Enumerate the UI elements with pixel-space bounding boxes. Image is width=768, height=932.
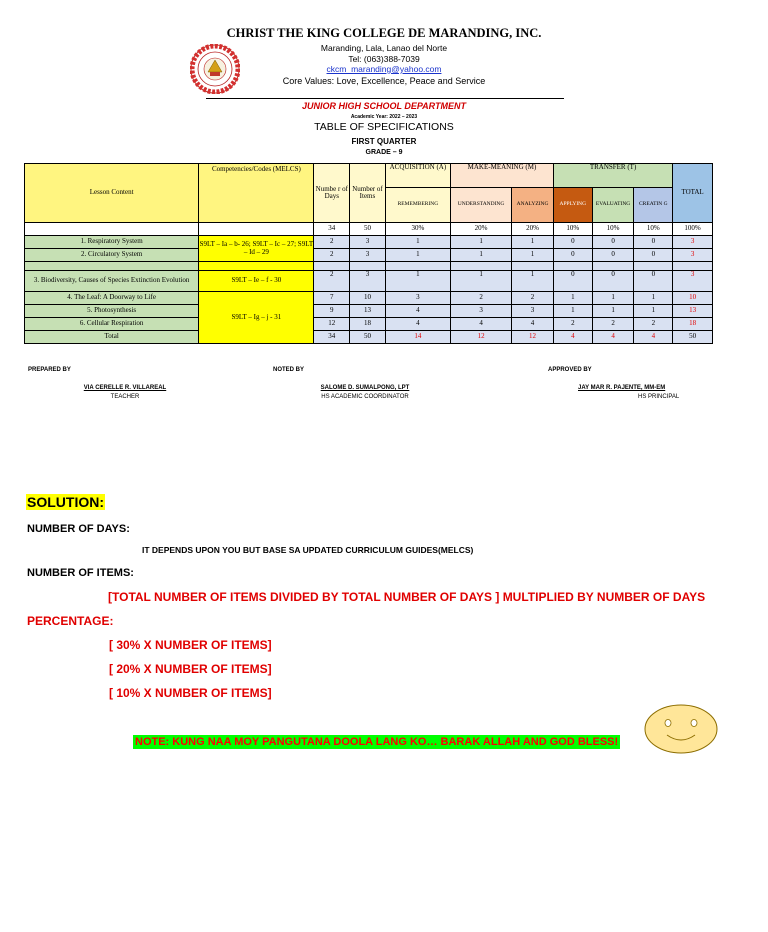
applying-cell: 0	[553, 249, 592, 262]
understanding-cell: 4	[451, 318, 512, 331]
specifications-table	[24, 163, 713, 344]
analyzing-cell: 1	[512, 236, 554, 249]
analyzing-cell: 2	[512, 292, 554, 305]
items-cell: 3	[350, 249, 386, 262]
table-row	[25, 236, 713, 249]
understanding-cell: 2	[451, 292, 512, 305]
analyzing-cell: 1	[512, 271, 554, 292]
summary-understanding: 20%	[451, 223, 512, 236]
table-row	[25, 292, 713, 305]
creating-cell: 1	[634, 292, 673, 305]
table-total-row	[25, 331, 713, 344]
days-cell: 2	[314, 249, 350, 262]
header-lesson-content: Lesson Content	[25, 164, 199, 223]
remembering-cell: 1	[385, 271, 450, 292]
solution-heading: SOLUTION:	[27, 494, 104, 510]
header-analyzing: ANALYZING	[512, 188, 554, 223]
creating-cell: 1	[634, 305, 673, 318]
closing-note: NOTE: KUNG NAA MOY PANGUTANA DOOLA LANG KO… BARAK ALLAH AND GOD BLESS!	[135, 736, 619, 748]
table-row	[25, 249, 713, 262]
total-creating-cell: 4	[634, 331, 673, 344]
header-make-meaning: MAKE-MEANING (M)	[451, 164, 554, 188]
remembering-cell: 1	[385, 249, 450, 262]
row-total-cell: 10	[673, 292, 713, 305]
evaluating-cell: 1	[592, 305, 634, 318]
days-cell: 7	[314, 292, 350, 305]
school-telephone: Tel: (063)388-7039	[348, 54, 420, 64]
items-cell: 18	[350, 318, 386, 331]
summary-blank	[199, 223, 314, 236]
understanding-cell: 1	[451, 249, 512, 262]
creating-cell: 0	[634, 249, 673, 262]
document-title: TABLE OF SPECIFICATIONS	[314, 121, 454, 133]
understanding-cell: 1	[451, 236, 512, 249]
evaluating-cell: 0	[592, 271, 634, 292]
applying-cell: 1	[553, 292, 592, 305]
applying-cell: 0	[553, 236, 592, 249]
row-total-cell: 3	[673, 271, 713, 292]
grand-total-cell: 50	[673, 331, 713, 344]
total-analyzing-cell: 12	[512, 331, 554, 344]
days-label: NUMBER OF DAYS:	[27, 523, 130, 535]
items-cell: 3	[350, 236, 386, 249]
lesson-cell: 1. Respiratory System	[25, 236, 199, 249]
header-creating: CREATIN G	[634, 188, 673, 223]
summary-total: 100%	[673, 223, 713, 236]
days-cell: 2	[314, 271, 350, 292]
approved-by-title: HS PRINCIPAL	[638, 394, 680, 400]
header-transfer: TRANSFER (T)	[553, 164, 672, 188]
items-formula: [TOTAL NUMBER OF ITEMS DIVIDED BY TOTAL NUMBER OF DAYS ] MULTIPLIED BY NUMBER OF DAYS	[108, 590, 706, 604]
approved-by-label: APPROVED BY	[548, 367, 592, 373]
evaluating-cell: 0	[592, 249, 634, 262]
header-understanding: UNDERSTANDING	[451, 188, 512, 223]
applying-cell: 2	[553, 318, 592, 331]
grade-label: GRADE – 9	[365, 149, 403, 156]
evaluating-cell: 0	[592, 236, 634, 249]
header-number-of-items: Number of Items	[350, 164, 386, 223]
academic-year: Academic Year: 2022 – 2023	[350, 114, 418, 120]
row-total-cell: 3	[673, 236, 713, 249]
noted-by-name: SALOME D. SUMALPONG, LPT	[320, 385, 410, 391]
applying-cell: 0	[553, 271, 592, 292]
lesson-cell: 4. The Leaf: A Doorway to Life	[25, 292, 199, 305]
evaluating-cell: 1	[592, 292, 634, 305]
summary-blank	[25, 223, 199, 236]
prepared-by-name: VIA CERELLE R. VILLAREAL	[83, 385, 167, 391]
total-remembering-cell: 14	[385, 331, 450, 344]
summary-remembering: 30%	[385, 223, 450, 236]
items-label: NUMBER OF ITEMS:	[27, 567, 134, 579]
row-total-cell: 3	[673, 249, 713, 262]
quarter-label: FIRST QUARTER	[351, 137, 417, 146]
total-applying-cell: 4	[553, 331, 592, 344]
days-cell: 2	[314, 236, 350, 249]
analyzing-cell: 4	[512, 318, 554, 331]
department-name: JUNIOR HIGH SCHOOL DEPARTMENT	[301, 101, 466, 111]
days-cell: 12	[314, 318, 350, 331]
total-understanding-cell: 12	[451, 331, 512, 344]
remembering-cell: 4	[385, 305, 450, 318]
remembering-cell: 4	[385, 318, 450, 331]
summary-evaluating: 10%	[592, 223, 634, 236]
applying-cell: 1	[553, 305, 592, 318]
competency-cell: S9LT – Ia – b- 26; S9LT – Ic – 27; S9LT – Id – 29	[199, 236, 314, 262]
percentage-10: [ 10% X NUMBER OF ITEMS]	[109, 686, 272, 700]
smiley-face-icon	[643, 703, 719, 755]
noted-by-label: NOTED BY	[273, 367, 305, 373]
remembering-cell: 3	[385, 292, 450, 305]
row-total-cell: 18	[673, 318, 713, 331]
percentage-label: PERCENTAGE:	[27, 614, 114, 628]
remembering-cell: 1	[385, 236, 450, 249]
lesson-cell: 6. Cellular Respiration	[25, 318, 199, 331]
header-total: TOTAL	[673, 164, 713, 223]
table-spacer-row	[25, 262, 713, 271]
days-explanation: IT DEPENDS UPON YOU BUT BASE SA UPDATED CURRICULUM GUIDES(MELCS)	[142, 545, 474, 555]
understanding-cell: 3	[451, 305, 512, 318]
summary-days: 34	[314, 223, 350, 236]
noted-by-title: HS ACADEMIC COORDINATOR	[321, 394, 409, 400]
lesson-cell: 3. Biodiversity, Causes of Species Extinction Evolution	[25, 271, 199, 292]
table-row	[25, 305, 713, 318]
creating-cell: 0	[634, 236, 673, 249]
lesson-cell: 5. Photosynthesis	[25, 305, 199, 318]
analyzing-cell: 3	[512, 305, 554, 318]
summary-analyzing: 20%	[512, 223, 554, 236]
items-cell: 10	[350, 292, 386, 305]
evaluating-cell: 2	[592, 318, 634, 331]
understanding-cell: 1	[451, 271, 512, 292]
items-cell: 3	[350, 271, 386, 292]
summary-creating: 10%	[634, 223, 673, 236]
lesson-cell: 2. Circulatory System	[25, 249, 199, 262]
competency-cell: S9LT – Ie – f - 30	[199, 271, 314, 292]
table-row	[25, 271, 713, 292]
total-label-cell: Total	[25, 331, 199, 344]
summary-items: 50	[350, 223, 386, 236]
row-total-cell: 13	[673, 305, 713, 318]
days-cell: 9	[314, 305, 350, 318]
header-competencies: Competencies/Codes (MELCS)	[199, 164, 314, 223]
school-address: Maranding, Lala, Lanao del Norte	[320, 43, 448, 53]
competency-cell: S9LT – Ig – j - 31	[199, 292, 314, 344]
core-values: Core Values: Love, Excellence, Peace and Service	[282, 76, 486, 86]
prepared-by-title: TEACHER	[110, 394, 140, 400]
analyzing-cell: 1	[512, 249, 554, 262]
header-divider	[206, 98, 564, 99]
total-days-cell: 34	[314, 331, 350, 344]
creating-cell: 2	[634, 318, 673, 331]
percentage-20: [ 20% X NUMBER OF ITEMS]	[109, 662, 272, 676]
total-evaluating-cell: 4	[592, 331, 634, 344]
table-row	[25, 318, 713, 331]
percentage-30: [ 30% X NUMBER OF ITEMS]	[109, 638, 272, 652]
header-number-of-days: Numbe r of Days	[314, 164, 350, 223]
total-items-cell: 50	[350, 331, 386, 344]
items-cell: 13	[350, 305, 386, 318]
school-email-link[interactable]: ckcm_maranding@yahoo.com	[326, 64, 442, 74]
creating-cell: 0	[634, 271, 673, 292]
school-name: CHRIST THE KING COLLEGE DE MARANDING, INC.	[226, 26, 542, 40]
header-evaluating: EVALUATING	[592, 188, 634, 223]
header-acquisition: ACQUISITION (A)	[385, 164, 450, 188]
header-remembering: REMEMBERING	[385, 188, 450, 223]
summary-applying: 10%	[553, 223, 592, 236]
prepared-by-label: PREPARED BY	[28, 367, 71, 373]
header-applying: APPLYING	[553, 188, 592, 223]
approved-by-name: JAY MAR R. PAJENTE, MM-EM	[578, 385, 666, 391]
